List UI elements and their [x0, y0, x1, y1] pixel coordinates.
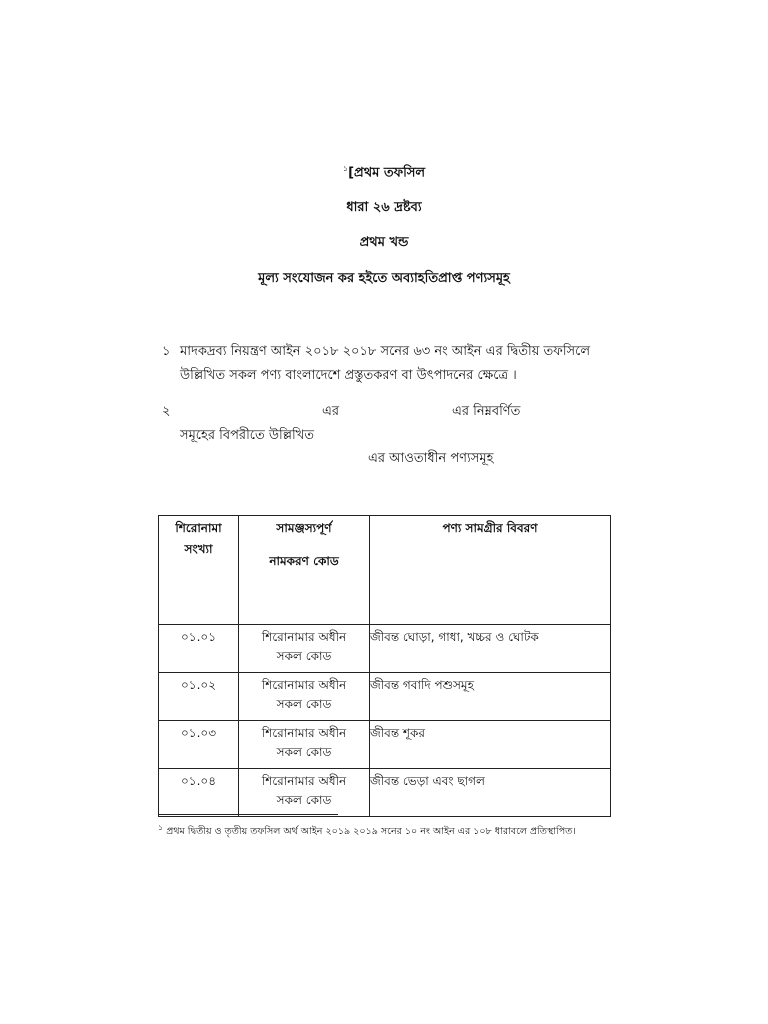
goods-schedule-table: [158, 515, 611, 817]
part-title: প্রথম খন্ড: [359, 235, 409, 250]
item-2-line-2: সমূহের বিপরীতে উল্লিখিত: [180, 428, 315, 443]
header-harmonized-code-line-1: সামঞ্জস্যপূর্ণ: [276, 521, 332, 535]
footnote-marker-ref: ১: [342, 164, 349, 173]
cell-code-line-1: শিরোনামার অধীন: [261, 726, 347, 740]
table-row: [159, 673, 611, 721]
cell-code-line-1: শিরোনামার অধীন: [261, 774, 347, 788]
item-1-line-2: উল্লিখিত সকল পণ্য বাংলাদেশে প্রস্তুতকরণ বা উৎপাদনের ক্ষেত্রে ।: [180, 368, 517, 383]
schedule-title: [0, 160, 768, 182]
cell-heading-number: ০১.০২: [159, 673, 239, 721]
table-header-row: [159, 516, 611, 625]
cell-code-line-2: সকল কোড: [276, 793, 332, 807]
table-row: [159, 625, 611, 673]
cell-description: জীবন্ত ভেড়া এবং ছাগল: [370, 769, 611, 817]
cell-description: জীবন্ত ঘোড়া, গাধা, খচ্চর ও ঘোটক: [370, 625, 611, 673]
cell-heading-number: ০১.০৪: [159, 769, 239, 817]
cell-description: জীবন্ত শূকর: [370, 721, 611, 769]
item-2-number: ২: [162, 404, 171, 419]
cell-code-line-1: শিরোনামার অধীন: [261, 678, 347, 692]
cell-code-line-1: শিরোনামার অধীন: [261, 630, 347, 644]
cell-code: [239, 625, 370, 673]
cell-code: [239, 769, 370, 817]
header-heading-number-line-2: সংখ্যা: [184, 542, 213, 556]
footnote-divider: [158, 814, 338, 815]
cell-description: জীবন্ত গবাদি পশুসমূহ: [370, 673, 611, 721]
footnote-text: প্রথম দ্বিতীয় ও তৃতীয় তফসিল অর্থ আইন ২০১৯ ২০১৯ সনের ১০ নং আইন এর ১০৮ ধারাবলে প্রতিস্থাপিত।: [166, 826, 576, 838]
schedule-title-text: [প্রথম তফসিল: [348, 165, 426, 181]
table-row: [159, 721, 611, 769]
header-harmonized-code-line-2: নামকরণ কোড: [269, 554, 339, 568]
header-description-text: পণ্য সামগ্রীর বিবরণ: [442, 521, 538, 535]
item-1-number: ১: [162, 344, 171, 359]
section-reference: ধারা ২৬ দ্রষ্টব্য: [346, 200, 422, 215]
item-2-fragment-1: এর: [322, 404, 340, 419]
footnote-marker: ১: [158, 823, 164, 832]
subtitle: মূল্য সংযোজন কর হইতে অব্যাহতিপ্রাপ্ত পণ্যসমূহ: [258, 271, 510, 286]
cell-heading-number: ০১.০১: [159, 625, 239, 673]
header-harmonized-code: [239, 516, 370, 625]
cell-heading-number: ০১.০৩: [159, 721, 239, 769]
item-2-line-3: এর আওতাধীন পণ্যসমূহ: [368, 451, 494, 466]
table-row: [159, 769, 611, 817]
cell-code-line-2: সকল কোড: [276, 649, 332, 663]
footnote: [158, 821, 576, 839]
cell-code: [239, 721, 370, 769]
header-description: [370, 516, 611, 625]
item-1-line-1: মাদকদ্রব্য নিয়ন্ত্রণ আইন ২০১৮ ২০১৮ সনের ৬৩ নং আইন এর দ্বিতীয় তফসিলে: [180, 344, 591, 359]
header-heading-number: [159, 516, 239, 625]
header-heading-number-line-1: শিরোনামা: [175, 521, 222, 535]
cell-code-line-2: সকল কোড: [276, 697, 332, 711]
cell-code: [239, 673, 370, 721]
cell-code-line-2: সকল কোড: [276, 745, 332, 759]
item-2-fragment-2: এর নিম্নবর্ণিত: [452, 404, 521, 419]
